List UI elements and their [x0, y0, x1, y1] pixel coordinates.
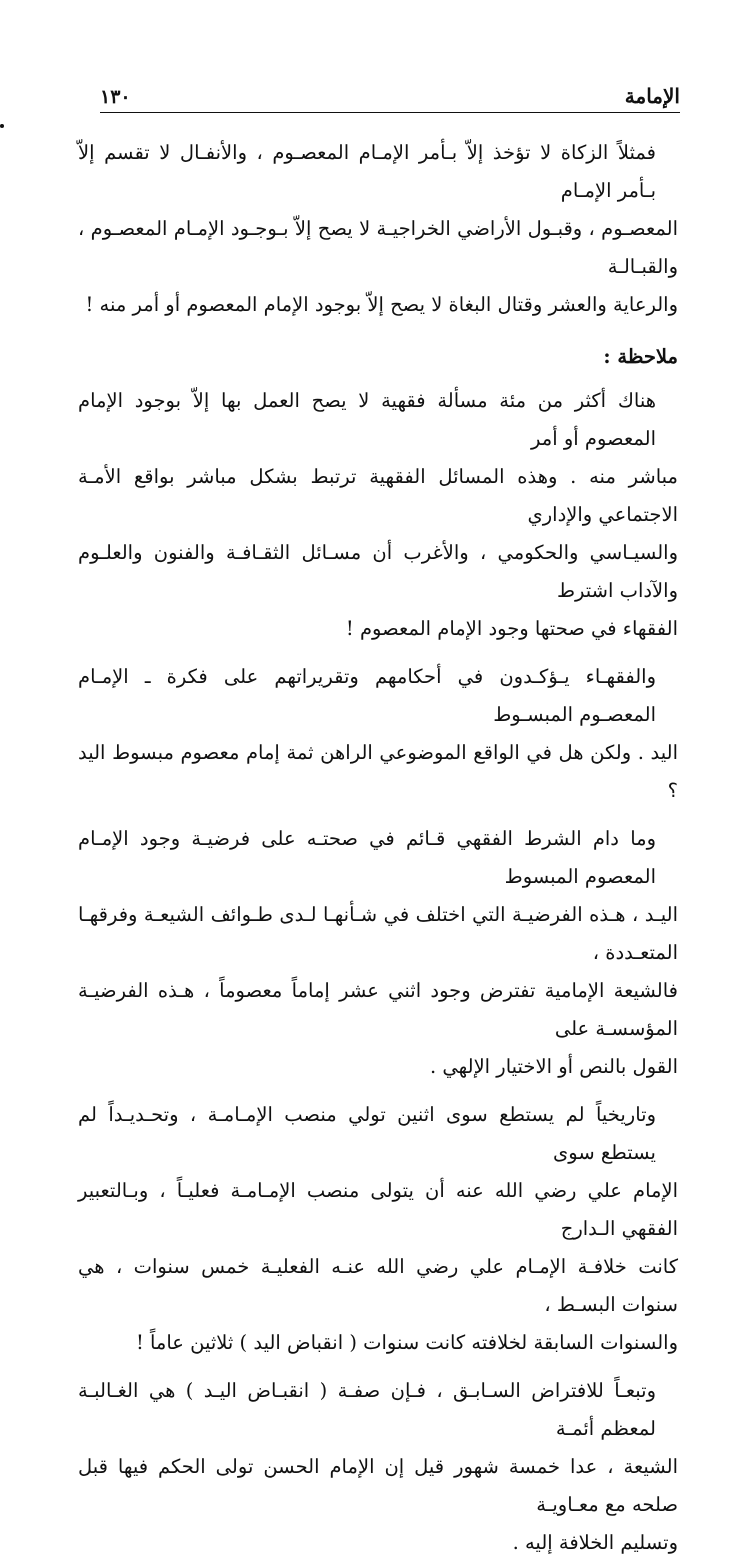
text-line: فمثلاً الزكاة لا تؤخذ إلاّ بـأمر الإمـام المعصـوم ، والأنفـال لا تقسم إلاّ بـأمر الإمـام: [78, 141, 656, 202]
margin-dot: [0, 124, 4, 128]
text-line: هناك أكثر من مئة مسألة فقهية لا يصح العمل بها إلاّ بوجود الإمام المعصوم أو أمر: [78, 389, 656, 450]
note-paragraph-1: [78, 382, 678, 648]
text-line: المعصـوم ، وقبـول الأراضي الخراجيـة لا يصح إلاّ بـوجـود الإمـام المعصـوم ، والقبـالـة: [78, 217, 678, 278]
note-paragraph-2: [78, 658, 678, 810]
text-line: الإمام علي رضي الله عنه أن يتولى منصب الإمـامـة فعليـاً ، وبـالتعبير الفقهي الـدارج: [78, 1179, 678, 1240]
note-paragraph-4: [78, 1096, 678, 1362]
text-line: وتبعـاً للافتراض السـابـق ، فـإن صفـة ( انقبـاض اليـد ) هي الغـالبـة لمعظم أئمـة: [78, 1379, 656, 1440]
text-line: والرعاية والعشر وقتال البغاة لا يصح إلاّ بوجود الإمام المعصوم أو أمر منه !: [85, 293, 678, 316]
text-line: وما دام الشرط الفقهي قـائم في صحتـه على فرضيـة وجود الإمـام المعصوم المبسوط: [78, 827, 656, 888]
text-line: الفقهاء في صحتها وجود الإمام المعصوم !: [345, 617, 678, 640]
page-header: [100, 78, 680, 113]
page-body: [78, 134, 678, 1562]
text-line: كانت خلافـة الإمـام علي رضي الله عنـه الفعليـة خمس سنوات ، هي سنوات البسـط ،: [78, 1255, 678, 1316]
text-line: فالشيعة الإمامية تفترض وجود اثني عشر إماماً معصوماً ، هـذه الفرضيـة المؤسسـة على: [78, 979, 678, 1040]
text-line: القول بالنص أو الاختيار الإلهي .: [429, 1055, 678, 1078]
text-line: اليـد ، هـذه الفرضيـة التي اختلف في شـأنهـا لـدى طـوائف الشيعـة وفرقهـا المتعـددة ،: [78, 903, 678, 964]
note-heading: ملاحظة :: [603, 345, 678, 368]
text-line: وتسليم الخلافة إليه .: [512, 1531, 678, 1554]
page-number: ١٣٠: [100, 86, 131, 108]
text-line: اليد . ولكن هل في الواقع الموضوعي الراهن ثمة إمام معصوم مبسوط اليد ؟: [78, 741, 678, 802]
note-paragraph-3: [78, 820, 678, 1086]
text-line: والفقهـاء يـؤكـدون في أحكامهم وتقريراتهم على فكرة ـ الإمـام المعصـوم المبسـوط: [78, 665, 656, 726]
running-title: الإمامة: [624, 84, 680, 108]
text-line: وتاريخياً لم يستطع سوى اثنين تولي منصب الإمـامـة ، وتحـديـداً لم يستطع سوى: [78, 1103, 656, 1164]
text-line: الشيعة ، عدا خمسة شهور قيل إن الإمام الحسن تولى الحكم فيها قبل صلحه مع معـاويـة: [78, 1455, 678, 1516]
text-line: والسنوات السابقة لخلافته كانت سنوات ( انقباض اليد ) ثلاثين عاماً !: [135, 1331, 678, 1354]
note-paragraph-5: [78, 1372, 678, 1562]
text-line: والسيـاسي والحكومي ، والأغرب أن مسـائل الثقـافـة والفنون والعلـوم والآداب اشترط: [78, 541, 678, 602]
paragraph-1: [78, 134, 678, 324]
text-line: مباشر منه . وهذه المسائل الفقهية ترتبط بشكل مباشر بواقع الأمـة الاجتماعي والإداري: [78, 465, 678, 526]
